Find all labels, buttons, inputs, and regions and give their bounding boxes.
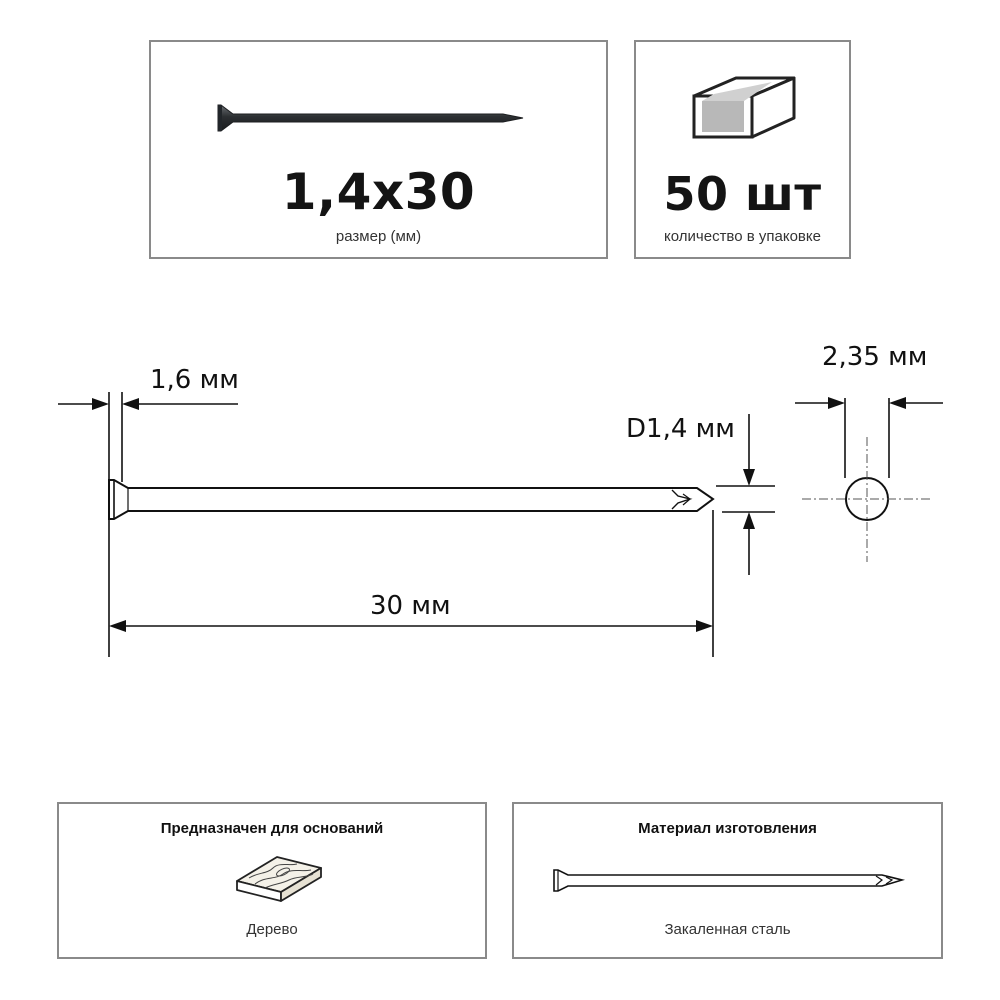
base-title: Предназначен для оснований — [160, 820, 384, 837]
head-thickness-label: 1,6 мм — [150, 365, 239, 395]
length-label: 30 мм — [370, 591, 451, 621]
size-caption: размер (мм) — [335, 228, 422, 245]
quantity-value: 50 шт — [663, 167, 822, 221]
size-value: 1,4x30 — [281, 163, 476, 221]
material-value: Закаленная сталь — [664, 921, 791, 938]
head-diameter-label: 2,35 мм — [822, 342, 928, 372]
quantity-caption: количество в упаковке — [664, 228, 821, 245]
shank-diameter-label: D1,4 мм — [626, 414, 735, 444]
base-value: Дерево — [246, 921, 298, 938]
material-card — [512, 802, 943, 959]
base-card — [57, 802, 487, 959]
material-title: Материал изготовления — [638, 820, 817, 837]
